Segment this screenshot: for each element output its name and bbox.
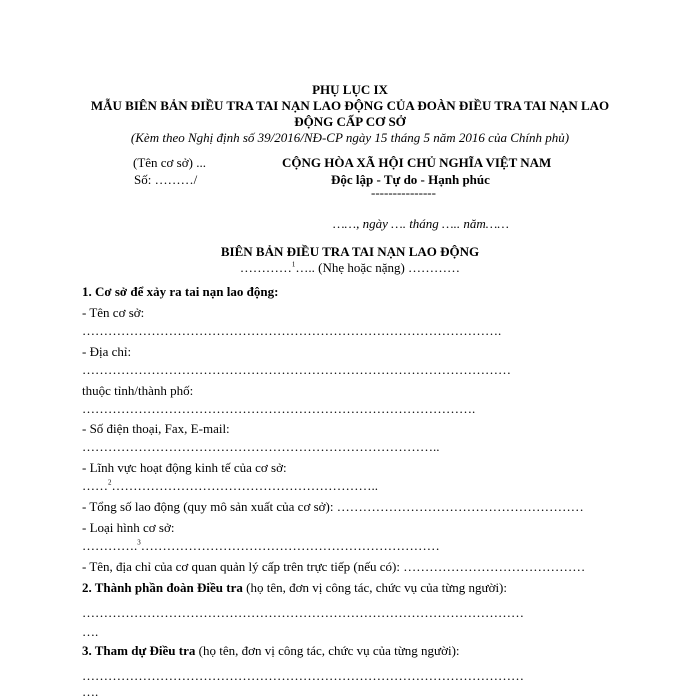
superior-agency-label: - Tên, địa chỉ của cơ quan quản lý cấp trên trực tiếp (nếu có):	[82, 559, 400, 574]
section-1-heading: 1. Cơ sở để xảy ra tai nạn lao động:	[82, 284, 279, 299]
business-field-prefix: ……	[82, 478, 108, 493]
section-3-heading: 3. Tham dự Điều tra	[82, 643, 196, 658]
document-number: Số: ………/	[134, 172, 198, 187]
form-title-line1: MẪU BIÊN BẢN ĐIỀU TRA TAI NẠN LAO ĐỘNG CỦA ĐOÀN ĐIỀU TRA TAI NẠN LAO	[90, 98, 610, 113]
workforce-label: - Tổng số lao động (quy mô sản xuất của cơ sở):	[82, 499, 334, 514]
motto-divider: ---------------	[371, 185, 436, 200]
document-title: BIÊN BẢN ĐIỀU TRA TAI NẠN LAO ĐỘNG	[220, 244, 480, 259]
business-field-label: - Lĩnh vực hoạt động kinh tế của cơ sở:	[82, 460, 287, 475]
business-field-blank	[82, 478, 618, 494]
facility-type-label: - Loại hình cơ sở:	[82, 520, 175, 535]
facility-type-dots: ……………………………………………………………	[140, 538, 440, 553]
workforce-blank: …………………………………………………	[336, 499, 584, 514]
province-label: thuộc tỉnh/thành phố:	[82, 383, 194, 398]
footnote-marker: 3	[137, 538, 141, 547]
appendix-heading: PHỤ LỤC IX	[312, 82, 388, 97]
footnote-marker: 1	[291, 260, 296, 269]
decree-reference: (Kèm theo Nghị định số 39/2016/NĐ-CP ngày 15 tháng 5 năm 2016 của Chính phủ)	[130, 130, 570, 145]
province-blank: ……………………………………………………………………………….	[82, 401, 476, 416]
section-2-heading: 2. Thành phần đoàn Điều tra	[82, 580, 243, 595]
form-title-line2: ĐỘNG CẤP CƠ SỞ	[294, 114, 406, 129]
section-3-blank-end: ….	[82, 684, 99, 699]
workforce-row	[82, 499, 584, 515]
contact-blank: ………………………………………………………………………..	[82, 439, 440, 454]
section-3-detail: (họ tên, đơn vị công tác, chức vụ của từng người):	[195, 643, 460, 658]
footnote-marker: 2	[108, 478, 112, 487]
business-field-dots: ……………………………………………………..	[111, 478, 378, 493]
facility-name-label: - Tên cơ sở:	[82, 305, 145, 320]
address-label: - Địa chỉ:	[82, 344, 132, 359]
facility-type-prefix: ………….	[82, 538, 138, 553]
organization-name: (Tên cơ sở) ...	[133, 155, 206, 170]
section-3-row	[82, 643, 460, 659]
national-motto: Độc lập - Tự do - Hạnh phúc	[331, 172, 490, 187]
contact-label: - Số điện thoại, Fax, E-mail:	[82, 421, 230, 436]
section-2-row	[82, 580, 507, 596]
severity-line	[0, 260, 700, 276]
section-2-detail: (họ tên, đơn vị công tác, chức vụ của từng người):	[242, 580, 508, 595]
facility-name-blank: …………………………………………………………………………………….	[82, 323, 502, 338]
facility-type-blank	[82, 538, 618, 554]
section-3-blank: …………………………………………………………………………………………	[82, 668, 524, 683]
address-blank: ………………………………………………………………………………………	[82, 362, 511, 377]
severity-prefix: …………	[239, 260, 292, 275]
section-2-blank-end: ….	[82, 624, 99, 639]
superior-agency-blank: ……………………………………	[403, 559, 586, 574]
date-line: ……, ngày …. tháng ….. năm……	[333, 216, 509, 231]
section-2-blank: …………………………………………………………………………………………	[82, 605, 524, 620]
national-title: CỘNG HÒA XÃ HỘI CHỦ NGHĨA VIỆT NAM	[282, 155, 552, 170]
severity-text: ….. (Nhẹ hoặc nặng) …………	[295, 260, 461, 275]
superior-agency-row	[82, 559, 585, 575]
